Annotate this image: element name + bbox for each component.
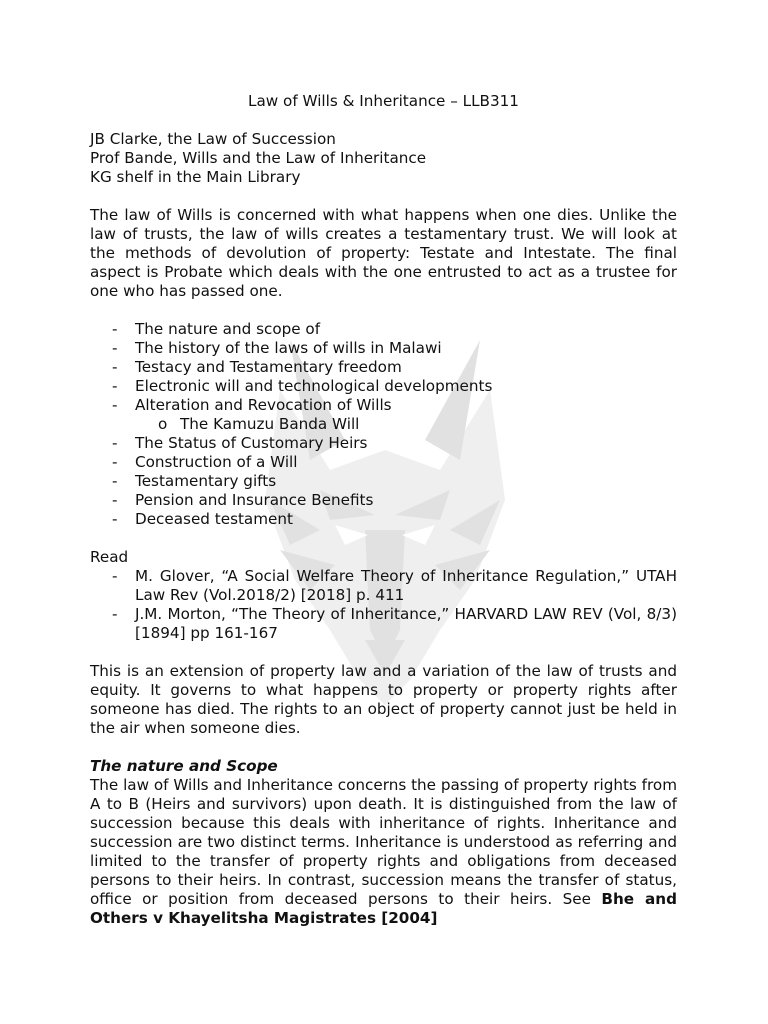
reading-list	[90, 567, 677, 643]
dash-bullet: -	[112, 491, 118, 509]
reading-item	[90, 605, 677, 643]
subtopic-label: The Kamuzu Banda Will	[180, 415, 360, 433]
subtopic-item	[90, 415, 677, 434]
reference-item: KG shelf in the Main Library	[90, 168, 301, 186]
dash-bullet: -	[112, 567, 118, 585]
dash-bullet: -	[112, 510, 118, 528]
topic-label: Electronic will and technological developments	[135, 377, 493, 395]
reading-text: J.M. Morton, “The Theory of Inheritance,” HARVARD LAW REV (Vol, 8/3) [1894] pp 161-167	[135, 605, 677, 642]
extension-paragraph: This is an extension of property law and a variation of the law of trusts and equity. It governs to what happens to property or property rights after someone has died. The rights to an object of property cannot just be held in the air when someone dies.	[90, 662, 677, 737]
dash-bullet: -	[112, 320, 118, 338]
section-paragraph	[90, 776, 677, 928]
topic-label: Deceased testament	[135, 510, 293, 528]
dash-bullet: -	[112, 339, 118, 357]
dash-bullet: -	[112, 605, 118, 623]
topic-label: Pension and Insurance Benefits	[135, 491, 374, 509]
circle-bullet: o	[158, 415, 168, 433]
read-label: Read	[90, 548, 129, 566]
topic-label: The history of the laws of wills in Malawi	[135, 339, 442, 357]
dash-bullet: -	[112, 396, 118, 414]
topic-label: Construction of a Will	[135, 453, 298, 471]
reference-list	[90, 130, 677, 187]
topic-item	[90, 472, 677, 491]
topic-label: Testacy and Testamentary freedom	[135, 358, 402, 376]
reading-item	[90, 567, 677, 605]
dash-bullet: -	[112, 434, 118, 452]
intro-paragraph: The law of Wills is concerned with what happens when one dies. Unlike the law of trusts, the law of wills creates a testamentary trust. We will look at the methods of devolution of property: Testate and Intestate. The final aspect is Probate which deals with the one entrusted to act as a trustee for one who has passed one.	[90, 206, 677, 300]
topic-item	[90, 434, 677, 453]
topic-item	[90, 320, 677, 339]
reading-text: M. Glover, “A Social Welfare Theory of Inheritance Regulation,” UTAH Law Rev (Vol.2018/2) [2018] p. 411	[135, 567, 677, 604]
section-body-text: The law of Wills and Inheritance concerns the passing of property rights from A to B (Heirs and survivors) upon death. It is distinguished from the law of succession because this deals with inheritance of rights. Inheritance and succession are two distinct terms. Inheritance is understood as referring and limited to the transfer of property rights and obligations from deceased persons to their heirs. In contrast, succession means the transfer of status, office or position from deceased persons to their heirs. See	[90, 776, 677, 908]
topic-item	[90, 396, 677, 415]
topic-item	[90, 339, 677, 358]
dash-bullet: -	[112, 453, 118, 471]
topic-label: Testamentary gifts	[135, 472, 277, 490]
topic-item	[90, 358, 677, 377]
dash-bullet: -	[112, 358, 118, 376]
topic-list	[90, 320, 677, 529]
reference-item: Prof Bande, Wills and the Law of Inheritance	[90, 149, 427, 167]
document-body	[90, 92, 677, 947]
document-title: Law of Wills & Inheritance – LLB311	[248, 92, 519, 110]
section-heading: The nature and Scope	[90, 757, 278, 775]
reference-item: JB Clarke, the Law of Succession	[90, 130, 336, 148]
topic-item	[90, 510, 677, 529]
dash-bullet: -	[112, 377, 118, 395]
topic-item	[90, 453, 677, 472]
topic-item	[90, 491, 677, 510]
dash-bullet: -	[112, 472, 118, 490]
topic-label: Alteration and Revocation of Wills	[135, 396, 392, 414]
topic-label: The Status of Customary Heirs	[135, 434, 368, 452]
case-citation: Bhe and Others v Khayelitsha Magistrates [2004]	[90, 890, 677, 927]
topic-label: The nature and scope of	[135, 320, 321, 338]
topic-item	[90, 377, 677, 396]
